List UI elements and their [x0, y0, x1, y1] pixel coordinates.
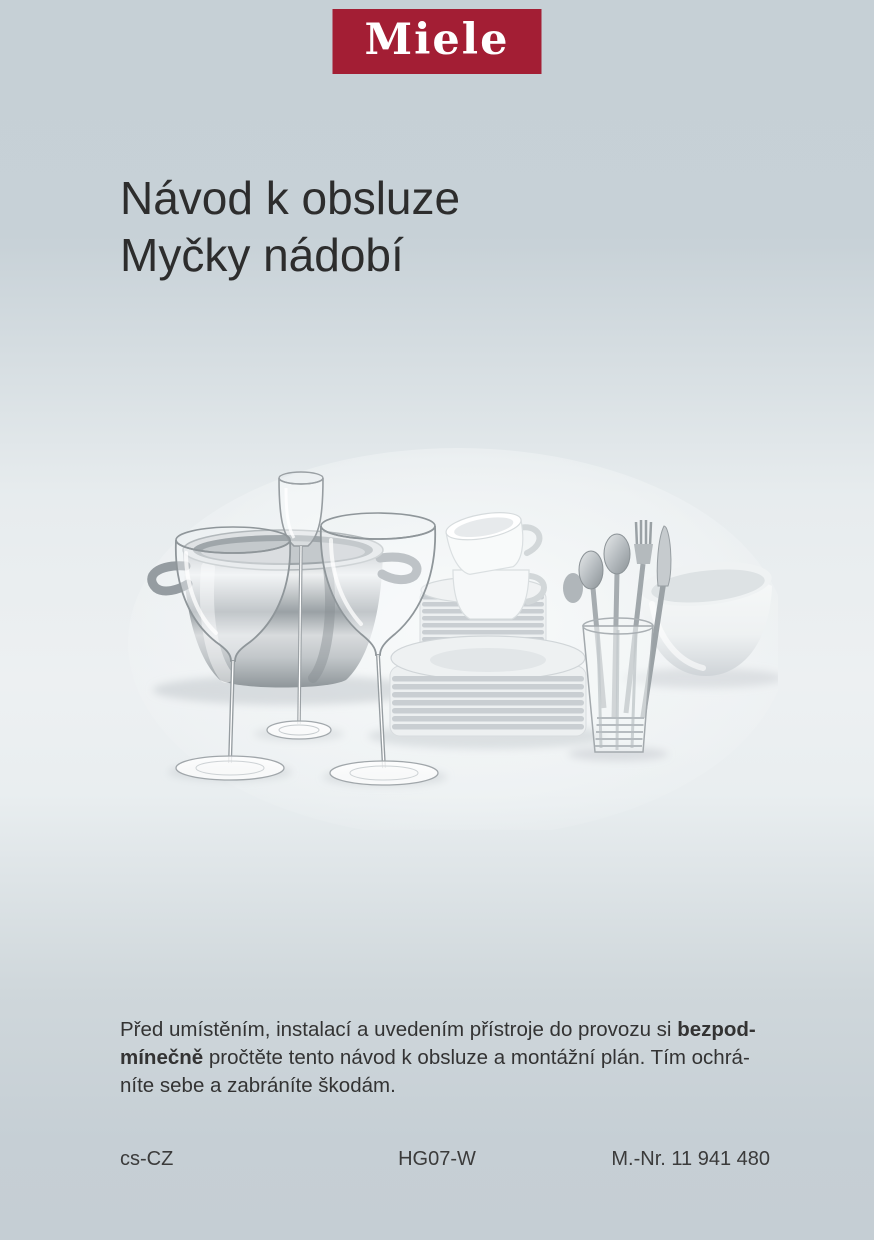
model-code: HG07-W [398, 1148, 476, 1170]
title-line-1: Návod k obsluze [120, 172, 461, 224]
plate-stack [390, 636, 586, 736]
intro-text: Před umístěním, instalací a uvedením přístroje do provozu si [120, 1018, 678, 1041]
intro-line-1 [120, 1016, 756, 1044]
spoon-icon [604, 534, 630, 574]
intro-bold-text: mínečně [120, 1046, 204, 1069]
material-number: M.-Nr. 11 941 480 [611, 1148, 770, 1170]
footer [0, 1148, 874, 1171]
miele-logo [333, 9, 542, 74]
title-line-2: Myčky nádobí [120, 229, 404, 281]
miele-logo-text: Miele [364, 14, 510, 65]
spoon-icon [579, 551, 603, 589]
dishes-illustration [128, 418, 778, 830]
page-title [120, 170, 460, 284]
intro-text: pročtěte tento návod k obsluze a montážní plán. Tím ochrá- [203, 1046, 750, 1069]
intro-bold-text: bezpod- [677, 1018, 756, 1041]
intro-line-2 [120, 1044, 756, 1072]
intro-text: níte sebe a zabráníte škodám. [120, 1074, 396, 1097]
dishes-photo [128, 418, 778, 830]
language-code: cs-CZ [120, 1148, 174, 1170]
intro-paragraph [120, 1016, 756, 1100]
intro-line-3 [120, 1072, 756, 1100]
